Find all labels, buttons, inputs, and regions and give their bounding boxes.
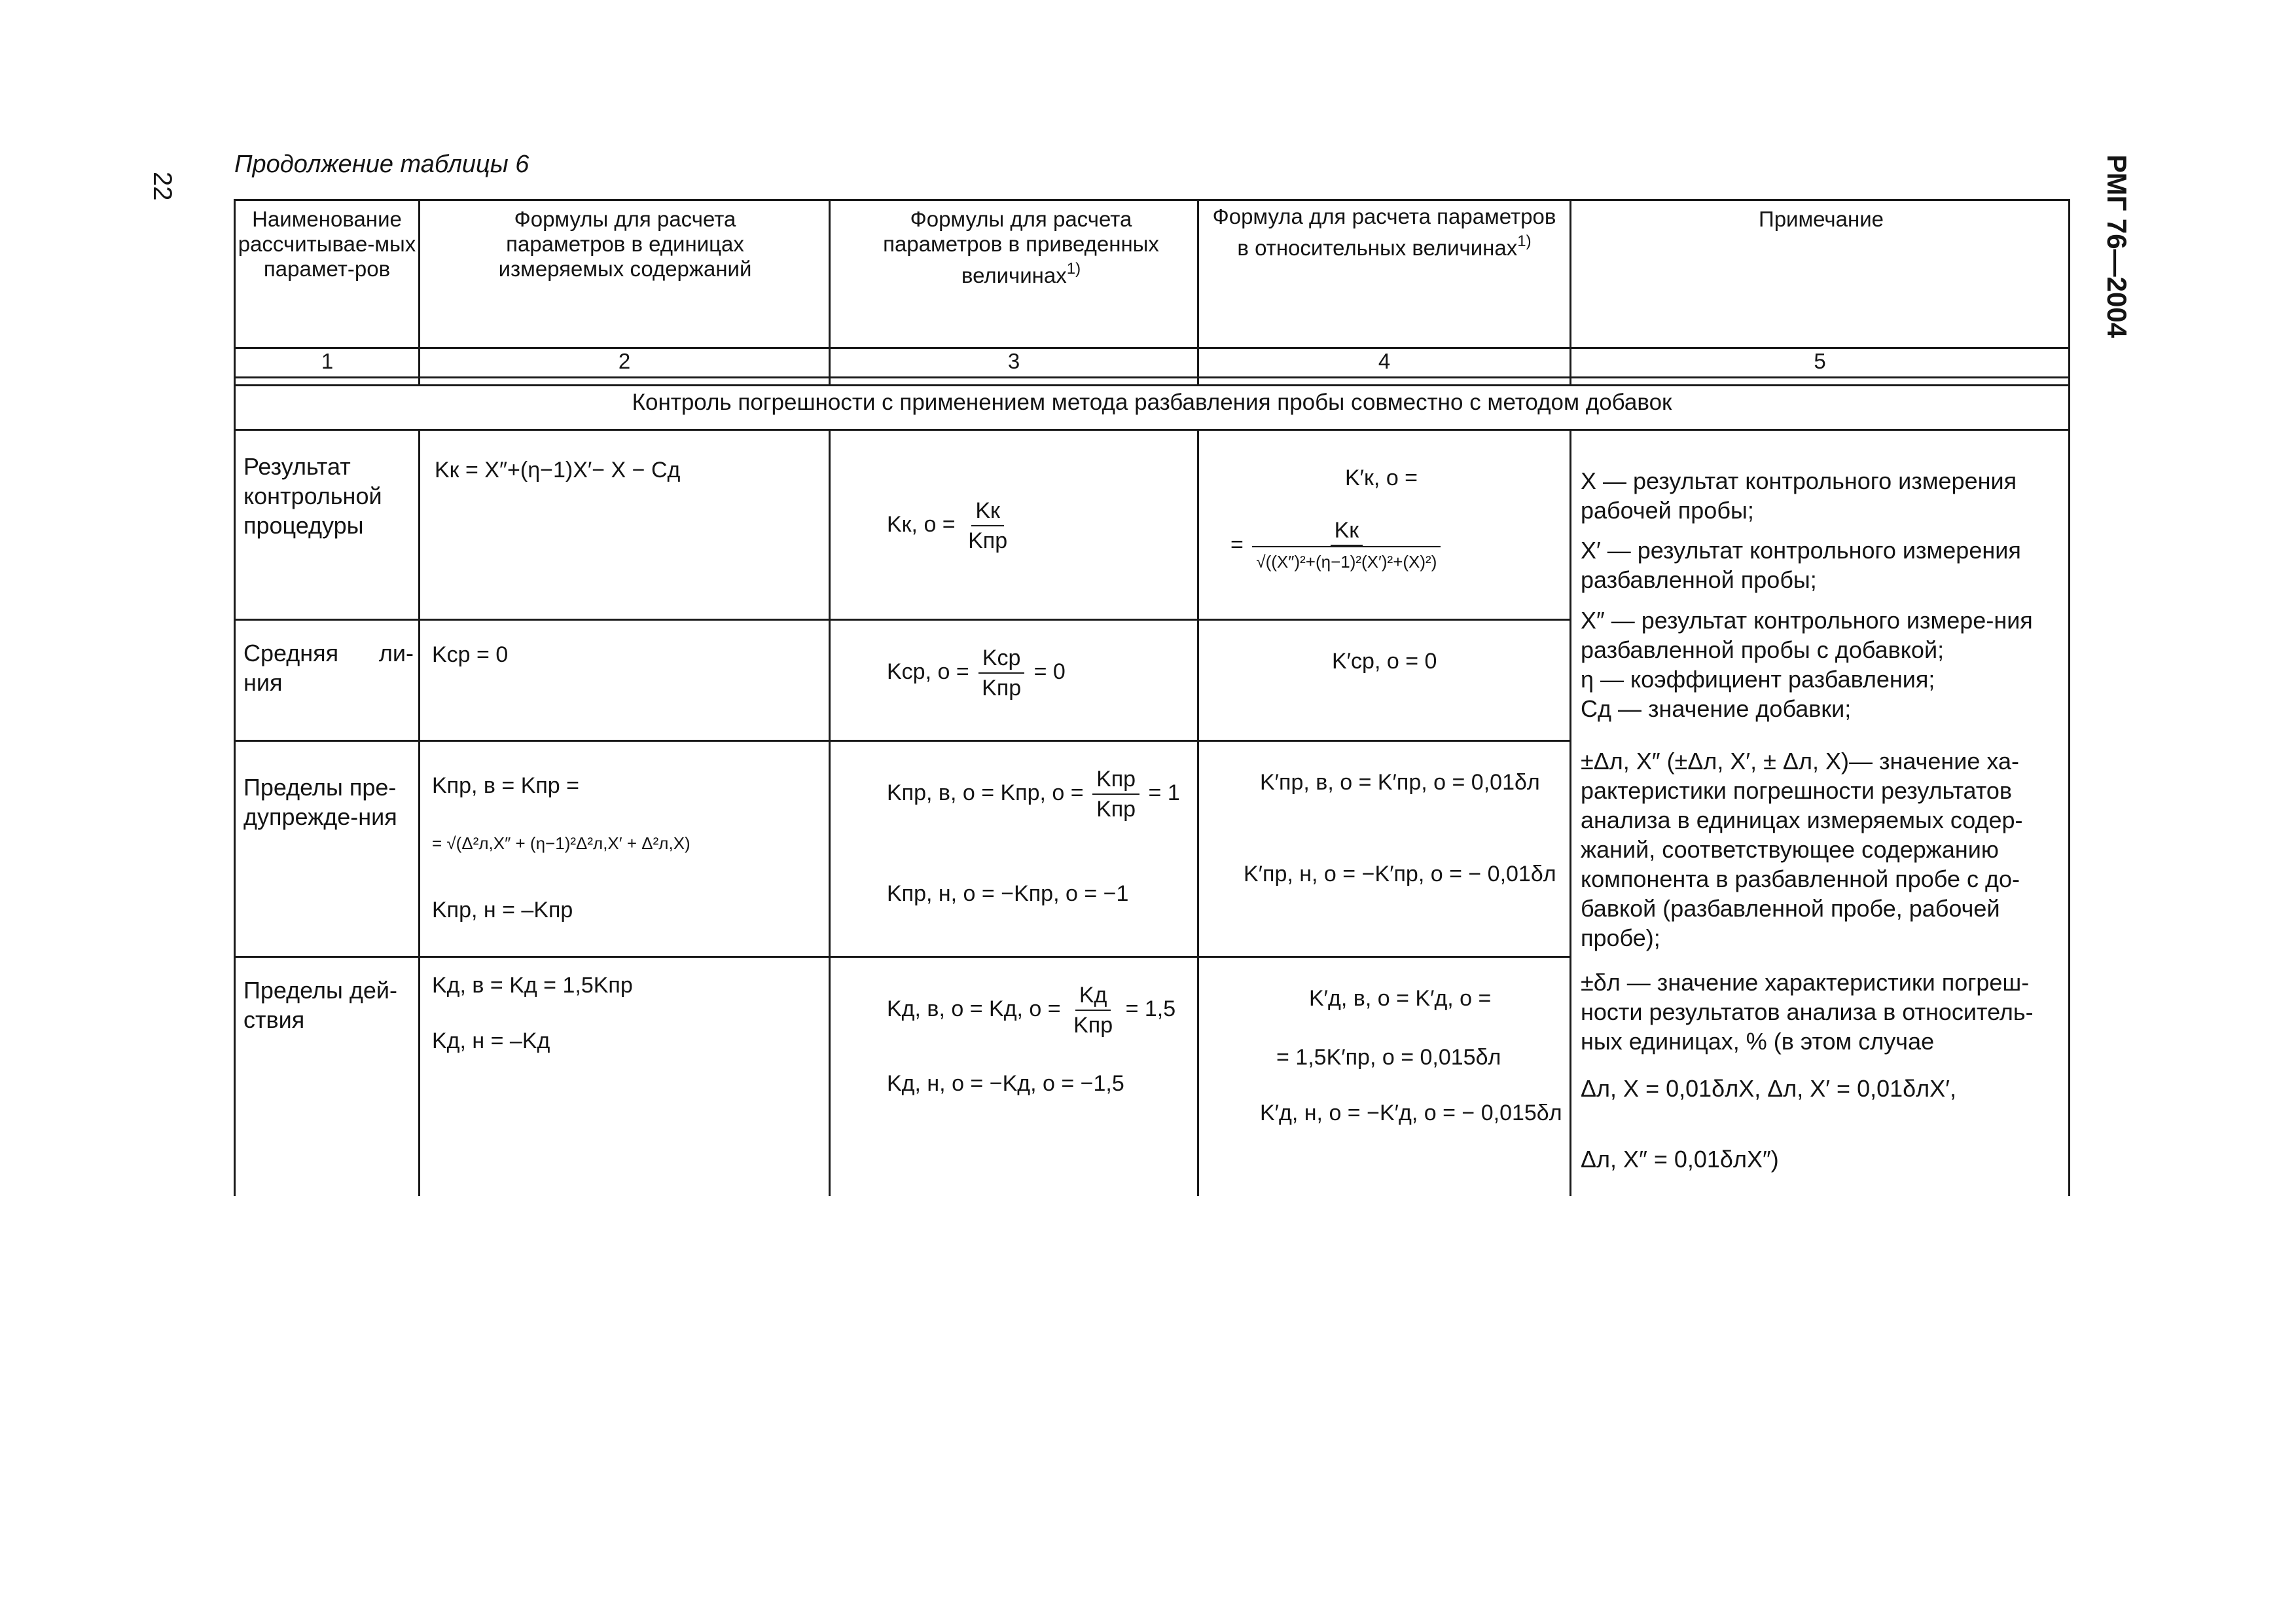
note-x-double-prime: X″ — результат контрольного измере-ния разбавленной пробы с добавкой; (1581, 607, 2033, 663)
formula-kpr-reduced-lower: Kпр, н, о = −Kпр, о = −1 (887, 881, 1129, 906)
header-col-1: Наименование рассчитывае-мых парамет-ров (238, 207, 416, 281)
formula-kd-upper: Kд, в = Kд = 1,5Kпр (432, 973, 633, 998)
section-title: Контроль погрешности с применением метода разбавления пробы совместно с методом добавок (632, 390, 1672, 415)
table-title: Продолжение таблицы 6 (234, 151, 529, 178)
formula-kd-reduced: Kд, в, о = Kд, о = $\frac{Kд}{\text{Kпр}}$ = 1,5 (887, 983, 1176, 1038)
header-col-5: Примечание (1758, 207, 1884, 231)
note-cd: Cд — значение добавки; (1581, 695, 1852, 722)
column-number: 3 (1007, 349, 1020, 373)
formula-kpr-relative-lower: K′пр, н, о = −K′пр, о = − 0,01δл (1244, 862, 1556, 886)
note-delta-rel: ±δл — значение характеристики погреш-ности результатов анализа в относитель-ных единицах, % (в этом случае (1581, 969, 2034, 1055)
formula-kcp-reduced: Kср, о = $\frac{\text{Kср}}{\text{Kпр}}$ = 0 (887, 646, 1066, 701)
row-name-centerline: Средняя ли-ния (243, 640, 414, 696)
formula-kk: Kк = X″+(η−1)X′− X − Cд (435, 458, 681, 483)
column-number: 5 (1814, 349, 1826, 373)
note-x-prime: X′ — результат контрольного измерения разбавленной пробы; (1581, 537, 2021, 593)
formula-kd-relative-1: K′д, в, о = K′д, о = (1309, 986, 1492, 1011)
formula-kcp-relative: K′ср, о = 0 (1332, 649, 1437, 674)
header-col-2: Формулы для расчета параметров в единицах измеряемых содержаний (498, 207, 752, 281)
formula-kpr-upper: Kпр, в = Kпр = (432, 773, 580, 798)
formula-kcp: Kср = 0 (432, 642, 509, 667)
formula-kpr-sqrt: = √(Δ²л,X″ + (η−1)²Δ²л,X′ + Δ²л,X) (432, 833, 691, 853)
document-id: РМГ 76—2004 (2102, 155, 2132, 338)
column-number: 2 (618, 349, 631, 373)
row-name-result: Результат контрольной процедуры (243, 453, 382, 539)
header-col-4: Формула для расчета параметров в относительных величинах$^{1)}$ (1212, 204, 1556, 260)
header-col-3: Формулы для расчета параметров в приведенных величинах$^{1)}$ (883, 207, 1159, 287)
formula-kk-relative: = $\frac{Kк}{\text{√((X″)²+(η−1)²(X′)²+(X)²)}}$ (1230, 517, 1443, 575)
formula-kpr-relative-upper: K′пр, в, о = K′пр, о = 0,01δл (1260, 770, 1540, 795)
note-formula-1: Δл, X = 0,01δлX, Δл, X′ = 0,01δлX′, (1581, 1075, 1956, 1102)
formula-kd-lower: Kд, н = –Kд (432, 1029, 550, 1053)
formula-kd-reduced-lower: Kд, н, о = −Kд, о = −1,5 (887, 1071, 1124, 1096)
formula-kd-relative-3: K′д, н, о = −K′д, о = − 0,015δл (1260, 1101, 1562, 1125)
formula-kd-relative-2: = 1,5K′пр, о = 0,015δл (1276, 1045, 1501, 1070)
page-number: 22 (148, 172, 177, 201)
formula-kk-reduced: Kк, о = $\frac{Kк}{\text{Kпр}}$ (887, 498, 1008, 553)
column-number: 4 (1378, 349, 1391, 373)
formula-kpr-lower: Kпр, н = –Kпр (432, 898, 573, 922)
note-eta: η — коэффициент разбавления; (1581, 666, 1935, 693)
formula-kpr-reduced: Kпр, в, о = Kпр, о = $\frac{\text{Kпр}}{\text{Kпр}}$ = 1 (887, 767, 1180, 822)
formula-kk-relative-lhs: K′к, о = (1345, 465, 1418, 490)
note-delta-abs: ±Δл, X″ (±Δл, X′, ± Δл, X)— значение ха-рактеристики погрешности результатов анализа в единицах измеряемых содер-жаний, соответствующее содержанию компонента в разбавленной пробе с до-бавкой (разбавленной пробе, рабочей пробе); (1581, 748, 2023, 951)
note-x: X — результат контрольного измерения рабочей пробы; (1581, 467, 2017, 524)
note-formula-2: Δл, X″ = 0,01δлX″) (1581, 1146, 1779, 1173)
row-name-action-limits: Пределы дей-ствия (243, 977, 397, 1033)
column-number: 1 (321, 349, 334, 373)
row-name-warning-limits: Пределы пре-дупрежде-ния (243, 774, 397, 830)
